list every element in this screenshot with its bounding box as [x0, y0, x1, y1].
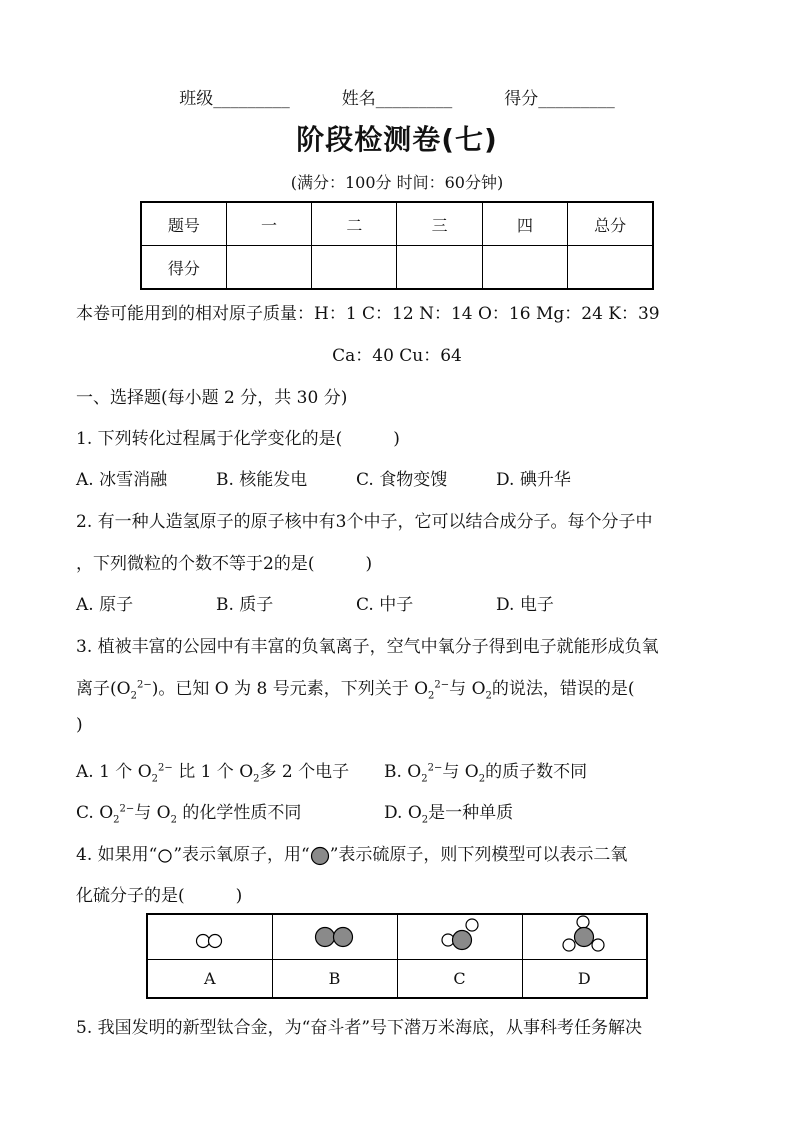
score-field[interactable]: 得分_________ — [504, 89, 615, 109]
q4-model-d[interactable] — [522, 914, 647, 960]
score-entry-cell[interactable] — [226, 246, 311, 290]
sulfur-atom-icon — [310, 846, 330, 866]
score-cell: 四 — [482, 202, 567, 246]
q1-option-d[interactable]: D. 碘升华 — [496, 470, 571, 490]
q2-options — [76, 590, 554, 615]
oxygen-molecule-model-icon — [180, 915, 240, 955]
q1-option-a[interactable]: A. 冰雪消融 — [76, 470, 168, 490]
q3-option-c[interactable]: C. $O_2^{2-}$与 $O_2$ 的化学性质不同 — [76, 803, 302, 826]
header-info — [0, 84, 794, 109]
q2-option-a[interactable]: A. 原子 — [76, 595, 134, 615]
score-cell: 一 — [226, 202, 311, 246]
score-cell: 得分 — [141, 246, 226, 290]
q4-label-a: A — [147, 960, 272, 999]
page-title: 阶段检测卷(七) — [296, 123, 498, 156]
score-entry-cell[interactable] — [482, 246, 567, 290]
section-1-heading: 一、选择题(每小题 2 分，共 30 分) — [76, 388, 348, 408]
q1-stem: 1. 下列转化过程属于化学变化的是( ) — [76, 429, 400, 449]
score-table-header-row — [141, 202, 653, 246]
q2-option-c[interactable]: C. 中子 — [356, 595, 414, 615]
score-cell: 二 — [312, 202, 397, 246]
score-entry-cell[interactable] — [397, 246, 482, 290]
sulfur-molecule-model-icon — [305, 915, 365, 955]
q1-options — [76, 465, 571, 490]
score-table — [140, 201, 654, 290]
q5-stem-line-1: 5. 我国发明的新型钛合金，为“奋斗者”号下潜万米海底，从事科考任务解决 — [76, 1018, 643, 1038]
q1-option-c[interactable]: C. 食物变馊 — [356, 470, 448, 490]
q3-options-row-2 — [76, 798, 514, 826]
score-cell: 题号 — [141, 202, 226, 246]
name-field[interactable]: 姓名_________ — [341, 89, 453, 109]
q3-options-row-1 — [76, 757, 588, 785]
score-table-score-row — [141, 246, 653, 290]
q2-stem-line-2: ，下列微粒的个数不等于2的是( ) — [76, 554, 373, 574]
q3-option-d[interactable]: D. $O_2$是一种单质 — [384, 803, 514, 826]
q4-model-table — [146, 913, 648, 999]
q4-label-d: D — [522, 960, 647, 999]
score-cell: 总分 — [568, 202, 653, 246]
q4-label-c: C — [397, 960, 522, 999]
q4-model-a[interactable] — [147, 914, 272, 960]
q3-option-a[interactable]: A. 1 个 $O_2^{2-}$ 比 1 个 $O_2$多 2 个电子 — [76, 762, 350, 785]
q4-label-b: B — [272, 960, 397, 999]
q1-option-b[interactable]: B. 核能发电 — [216, 470, 308, 490]
q3-stem-line-3: ) — [76, 715, 83, 735]
q4-stem-line-2: 化硫分子的是( ) — [76, 886, 243, 906]
score-cell: 三 — [397, 202, 482, 246]
q3-option-b[interactable]: B. $O_2^{2-}$与 $O_2$的质子数不同 — [384, 762, 588, 785]
page-subtitle: (满分：100分 时间：60分钟) — [290, 173, 504, 192]
oxygen-atom-icon — [157, 848, 173, 864]
score-entry-cell[interactable] — [312, 246, 397, 290]
class-field[interactable]: 班级_________ — [179, 89, 290, 109]
q4-model-b[interactable] — [272, 914, 397, 960]
q4-model-c[interactable] — [397, 914, 522, 960]
q4-model-row — [147, 914, 647, 960]
q3-stem-line-1: 3. 植被丰富的公园中有丰富的负氧离子，空气中氧分子得到电子就能形成负氧 — [76, 637, 659, 657]
sulfur-trioxide-model-icon — [554, 915, 614, 955]
q2-stem-line-1: 2. 有一种人造氢原子的原子核中有3个中子，它可以结合成分子。每个分子中 — [76, 512, 653, 532]
atomic-mass-line-2: Ca：40 Cu：64 — [332, 346, 462, 366]
q4-label-row — [147, 960, 647, 999]
sulfur-dioxide-model-icon — [430, 915, 490, 955]
atomic-mass-line-1: 本卷可能用到的相对原子质量：H：1 C：12 N：14 O：16 Mg：24 K：39 — [76, 304, 660, 324]
score-entry-cell[interactable] — [568, 246, 653, 290]
q4-stem-line-1: 4. 如果用“ ”表示氧原子，用“ ”表示硫原子，则下列模型可以表示二氧 — [76, 845, 628, 865]
q2-option-d[interactable]: D. 电子 — [496, 595, 554, 615]
q3-stem-line-2: 离子$(O_2^{2-})$。已知 O 为 8 号元素，下列关于 $O_2^{2-}$与 $O_2$的说法，错误的是( — [76, 679, 635, 702]
q2-option-b[interactable]: B. 质子 — [216, 595, 274, 615]
